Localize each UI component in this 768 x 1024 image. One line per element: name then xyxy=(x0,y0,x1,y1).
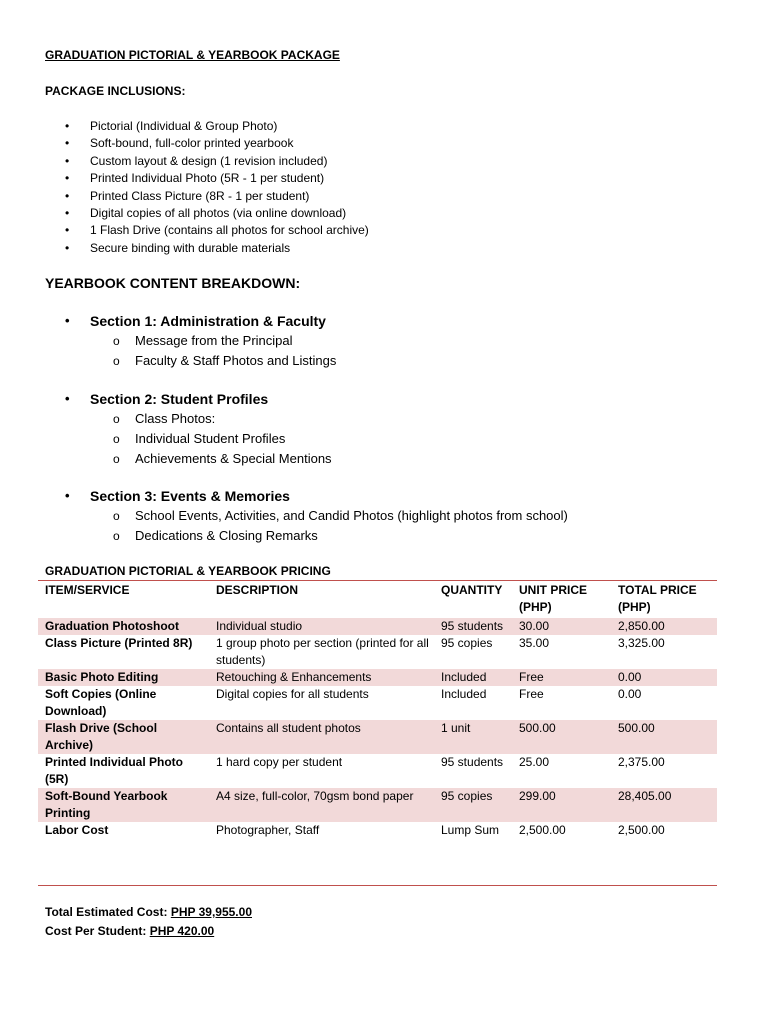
sub-bullet-icon: o xyxy=(113,452,120,466)
cell-total-price: 2,375.00 xyxy=(618,755,665,769)
cell-description: 1 group photo per section (printed for all students) xyxy=(216,636,429,667)
cell-description: Contains all student photos xyxy=(209,720,434,754)
total-estimated-label: Total Estimated Cost: xyxy=(45,905,168,919)
cell-unit-price: 500.00 xyxy=(512,720,611,754)
section-title: • Section 3: Events & Memories xyxy=(65,488,290,504)
cell-quantity: 95 students xyxy=(434,618,512,635)
sub-bullet-icon: o xyxy=(113,529,120,543)
cell-item: Labor Cost xyxy=(45,823,109,837)
table-top-rule xyxy=(38,580,717,581)
list-item: o School Events, Activities, and Candid Photos (highlight photos from school) xyxy=(45,506,568,526)
column-header: ITEM/SERVICE xyxy=(45,583,130,597)
section-title: • Section 2: Student Profiles xyxy=(65,391,269,407)
sub-bullet-icon: o xyxy=(113,509,120,523)
bullet-icon: • xyxy=(65,136,70,151)
column-header: QUANTITY xyxy=(441,583,503,597)
cell-total-price: 2,500.00 xyxy=(618,823,665,837)
cell-item: Soft Copies (Online Download) xyxy=(45,687,157,718)
bullet-icon: • xyxy=(65,205,70,220)
cell-description: Photographer, Staff xyxy=(216,823,320,837)
cell-total-price: 3,325.00 xyxy=(618,636,665,650)
cell-quantity: Included xyxy=(434,669,512,686)
cell-item: Basic Photo Editing xyxy=(38,669,209,686)
cell-total-price: 0.00 xyxy=(618,687,642,701)
cell-description: Retouching & Enhancements xyxy=(209,669,434,686)
cell-quantity: Lump Sum xyxy=(441,823,500,837)
cell-description: 1 hard copy per student xyxy=(216,755,343,769)
section-items xyxy=(45,331,336,371)
section-items xyxy=(45,506,568,546)
bullet-icon: • xyxy=(65,488,70,503)
list-item: o Message from the Principal xyxy=(45,331,336,351)
list-item: o Class Photos: xyxy=(45,409,332,429)
cell-unit-price: 25.00 xyxy=(519,755,550,769)
section-1 xyxy=(45,311,336,371)
cell-unit-price: Free xyxy=(519,687,544,701)
cell-unit-price: 299.00 xyxy=(512,788,611,822)
table-row xyxy=(38,754,717,788)
bullet-icon: • xyxy=(65,223,70,238)
cell-item: Graduation Photoshoot xyxy=(38,618,209,635)
cell-unit-price: 2,500.00 xyxy=(519,823,566,837)
cell-quantity: 95 students xyxy=(441,755,504,769)
sub-bullet-icon: o xyxy=(113,412,120,426)
section-title: • Section 1: Administration & Faculty xyxy=(65,313,326,329)
bullet-icon: • xyxy=(65,153,70,168)
sub-bullet-icon: o xyxy=(113,334,120,348)
bullet-icon: • xyxy=(65,391,70,406)
column-header: TOTAL PRICE (PHP) xyxy=(618,583,697,614)
list-item: • Pictorial (Individual & Group Photo) xyxy=(45,118,369,135)
cell-unit-price: 30.00 xyxy=(512,618,611,635)
total-estimated-value: PHP 39,955.00 xyxy=(170,905,252,919)
cost-per-student-label: Cost Per Student: xyxy=(45,924,147,938)
cell-item: Soft-Bound Yearbook Printing xyxy=(38,788,209,822)
cost-per-student xyxy=(45,924,214,938)
cell-item: Flash Drive (School Archive) xyxy=(38,720,209,754)
list-item: o Dedications & Closing Remarks xyxy=(45,526,568,546)
cell-total-price: 0.00 xyxy=(611,669,717,686)
bullet-icon: • xyxy=(65,188,70,203)
table-row xyxy=(38,635,717,669)
table-row xyxy=(38,686,717,720)
list-item: • Custom layout & design (1 revision included) xyxy=(45,153,369,170)
cell-item: Class Picture (Printed 8R) xyxy=(45,636,193,650)
table-row xyxy=(38,788,717,822)
document-title: GRADUATION PICTORIAL & YEARBOOK PACKAGE xyxy=(45,48,340,62)
cell-total-price: 500.00 xyxy=(611,720,717,754)
cell-quantity: 1 unit xyxy=(434,720,512,754)
bullet-icon: • xyxy=(65,313,70,328)
column-header: UNIT PRICE (PHP) xyxy=(519,583,588,614)
sub-bullet-icon: o xyxy=(113,432,120,446)
cell-quantity: Included xyxy=(441,687,487,701)
list-item: • Printed Individual Photo (5R - 1 per student) xyxy=(45,170,369,187)
cell-description: Digital copies for all students xyxy=(216,687,369,701)
table-header-row xyxy=(38,582,717,618)
list-item: • Secure binding with durable materials xyxy=(45,240,369,257)
inclusions-list xyxy=(45,118,369,257)
cell-quantity: 95 copies xyxy=(434,788,512,822)
bullet-icon: • xyxy=(65,171,70,186)
cost-per-student-value: PHP 420.00 xyxy=(149,924,215,938)
section-3 xyxy=(45,486,568,546)
sub-bullet-icon: o xyxy=(113,354,120,368)
table-row xyxy=(38,618,717,635)
cell-item: Printed Individual Photo (5R) xyxy=(45,755,183,786)
cell-total-price: 28,405.00 xyxy=(611,788,717,822)
cell-total-price: 2,850.00 xyxy=(611,618,717,635)
pricing-heading: GRADUATION PICTORIAL & YEARBOOK PRICING xyxy=(45,564,331,578)
list-item: • Digital copies of all photos (via online download) xyxy=(45,205,369,222)
list-item: • Soft-bound, full-color printed yearbook xyxy=(45,135,369,152)
cell-quantity: 95 copies xyxy=(441,636,493,650)
cell-description: Individual studio xyxy=(209,618,434,635)
bullet-icon: • xyxy=(65,119,70,133)
list-item: o Faculty & Staff Photos and Listings xyxy=(45,351,336,371)
bullet-icon: • xyxy=(65,240,70,255)
content-breakdown-heading: YEARBOOK CONTENT BREAKDOWN: xyxy=(45,275,301,291)
column-header: DESCRIPTION xyxy=(216,583,299,597)
section-2 xyxy=(45,389,332,469)
section-items xyxy=(45,409,332,469)
inclusions-heading: PACKAGE INCLUSIONS: xyxy=(45,84,186,98)
cell-unit-price: 35.00 xyxy=(519,636,550,650)
list-item: o Achievements & Special Mentions xyxy=(45,449,332,469)
table-row xyxy=(38,669,717,686)
list-item: o Individual Student Profiles xyxy=(45,429,332,449)
pricing-table xyxy=(38,582,717,839)
table-row xyxy=(38,822,717,839)
table-bottom-rule xyxy=(38,885,717,886)
cell-description: A4 size, full-color, 70gsm bond paper xyxy=(209,788,434,822)
total-estimated-cost xyxy=(45,905,252,919)
table-row xyxy=(38,720,717,754)
list-item: • 1 Flash Drive (contains all photos for school archive) xyxy=(45,222,369,239)
cell-unit-price: Free xyxy=(512,669,611,686)
list-item: • Printed Class Picture (8R - 1 per student) xyxy=(45,188,369,205)
